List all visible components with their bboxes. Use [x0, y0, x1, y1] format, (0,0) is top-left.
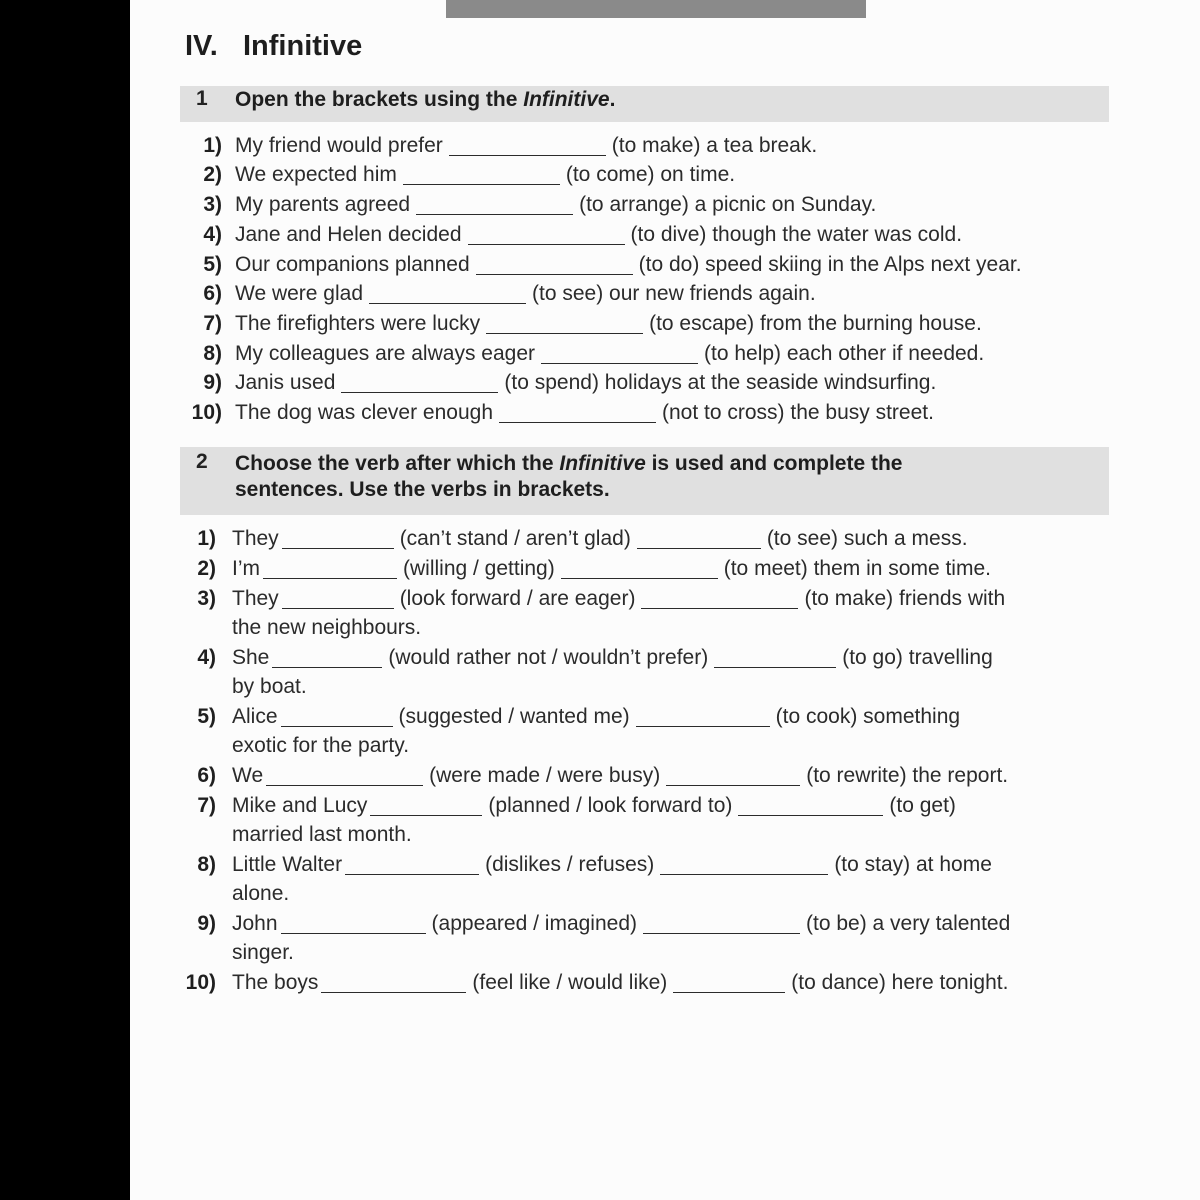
- item-subject: The boys: [232, 971, 319, 994]
- item-number: 2): [197, 557, 216, 580]
- item-subject: Mike and Lucy: [232, 794, 368, 817]
- item-text: We expected him: [235, 163, 397, 186]
- item-number: 5): [197, 705, 216, 728]
- item-hint: (to come) on time.: [565, 163, 736, 186]
- item-rest: (to meet) them in some time.: [723, 557, 991, 580]
- item-subject: They: [232, 587, 279, 610]
- item-text: My colleagues are always eager: [235, 342, 535, 365]
- answer-blank[interactable]: [468, 226, 625, 245]
- answer-blank[interactable]: [660, 856, 828, 875]
- section-title: [185, 30, 362, 63]
- item-number: 7): [203, 312, 222, 335]
- item-hint: (to do) speed skiing in the Alps next year.: [638, 253, 1022, 276]
- item-text: Janis used: [235, 371, 336, 394]
- answer-blank[interactable]: [666, 767, 800, 786]
- item-subject: Little Walter: [232, 853, 343, 876]
- item-number: 2): [203, 163, 222, 186]
- answer-blank[interactable]: [486, 315, 643, 334]
- item-options: (planned / look forward to): [488, 794, 733, 817]
- instruction-text: Open the brackets using the: [235, 88, 524, 111]
- item-options: (feel like / would like): [472, 971, 668, 994]
- answer-blank[interactable]: [476, 256, 633, 275]
- item-number: 9): [203, 371, 222, 394]
- exercise-2-header: [180, 447, 1109, 515]
- item-hint: (to dive) though the water was cold.: [630, 223, 963, 246]
- answer-blank[interactable]: [637, 530, 761, 549]
- item-rest: (to cook) something: [775, 705, 961, 728]
- item-options: (were made / were busy): [429, 764, 661, 787]
- item-text: Our companions planned: [235, 253, 470, 276]
- answer-blank[interactable]: [541, 345, 698, 364]
- item-rest: (to get): [889, 794, 956, 817]
- item-continuation: alone.: [232, 882, 290, 905]
- item-text: The firefighters were lucky: [235, 312, 481, 335]
- item-rest: (to rewrite) the report.: [806, 764, 1009, 787]
- answer-blank[interactable]: [641, 590, 798, 609]
- answer-blank[interactable]: [673, 974, 785, 993]
- exercise-1-instruction: [235, 87, 1055, 113]
- item-hint: (to help) each other if needed.: [704, 342, 985, 365]
- item-text: The dog was clever enough: [235, 401, 493, 424]
- item-options: (dislikes / refuses): [485, 853, 655, 876]
- answer-blank[interactable]: [714, 649, 836, 668]
- exercise-1-header: [180, 86, 1109, 122]
- item-continuation: exotic for the party.: [232, 734, 410, 757]
- item-number: 1): [203, 134, 222, 157]
- exercise-2-instruction: [235, 451, 1055, 503]
- item-text: My friend would prefer: [235, 134, 443, 157]
- item-hint: (to see) our new friends again.: [532, 282, 816, 305]
- item-text: My parents agreed: [235, 193, 411, 216]
- top-gray-bar: [446, 0, 866, 18]
- section-number: IV.: [185, 30, 218, 62]
- answer-blank[interactable]: [636, 708, 770, 727]
- item-hint: (to make) a tea break.: [611, 134, 818, 157]
- item-number: 5): [203, 253, 222, 276]
- answer-blank[interactable]: [341, 374, 498, 393]
- instruction-italic: Infinitive: [559, 452, 646, 475]
- item-number: 8): [203, 342, 222, 365]
- verb-blank[interactable]: [263, 560, 397, 579]
- verb-blank[interactable]: [281, 708, 393, 727]
- instruction-line-1: [235, 451, 1055, 477]
- item-number: 3): [197, 587, 216, 610]
- item-hint: (to spend) holidays at the seaside windsurfing.: [504, 371, 937, 394]
- item-rest: (to see) such a mess.: [766, 527, 968, 550]
- item-options: (suggested / wanted me): [398, 705, 630, 728]
- item-subject: Alice: [232, 705, 278, 728]
- item-options: (appeared / imagined): [431, 912, 638, 935]
- item-subject: I’m: [232, 557, 260, 580]
- exercise-1-number: 1: [196, 87, 208, 110]
- item-options: (can’t stand / aren’t glad): [399, 527, 631, 550]
- item-number: 10): [185, 971, 216, 994]
- item-rest: (to make) friends with: [804, 587, 1006, 610]
- section-title-text: Infinitive: [243, 30, 363, 62]
- item-subject: John: [232, 912, 278, 935]
- item-options: (willing / getting): [403, 557, 555, 580]
- item-options: (look forward / are eager): [399, 587, 636, 610]
- answer-blank[interactable]: [738, 797, 883, 816]
- instruction-text-end: is used and complete the: [645, 452, 903, 475]
- instruction-text-end: .: [609, 88, 616, 111]
- item-continuation: married last month.: [232, 823, 412, 846]
- instruction-line-2: sentences. Use the verbs in brackets.: [235, 478, 610, 501]
- answer-blank[interactable]: [369, 285, 526, 304]
- item-number: 6): [197, 764, 216, 787]
- item-text: We were glad: [235, 282, 364, 305]
- worksheet-page: [130, 0, 1200, 1200]
- item-subject: She: [232, 646, 270, 669]
- verb-blank[interactable]: [281, 915, 426, 934]
- verb-blank[interactable]: [266, 767, 423, 786]
- verb-blank[interactable]: [321, 974, 466, 993]
- item-rest: (to stay) at home: [834, 853, 992, 876]
- instruction-text: Choose the verb after which the: [235, 452, 560, 475]
- answer-blank[interactable]: [403, 166, 560, 185]
- item-options: (would rather not / wouldn’t prefer): [388, 646, 709, 669]
- item-number: 7): [197, 794, 216, 817]
- answer-blank[interactable]: [499, 404, 656, 423]
- item-hint: (to arrange) a picnic on Sunday.: [579, 193, 877, 216]
- item-number: 9): [197, 912, 216, 935]
- item-number: 4): [197, 646, 216, 669]
- verb-blank[interactable]: [370, 797, 482, 816]
- answer-blank[interactable]: [561, 560, 718, 579]
- answer-blank[interactable]: [416, 196, 573, 215]
- item-number: 4): [203, 223, 222, 246]
- item-subject: We: [232, 764, 264, 787]
- verb-blank[interactable]: [282, 590, 394, 609]
- item-number: 8): [197, 853, 216, 876]
- verb-blank[interactable]: [345, 856, 479, 875]
- exercise-2-number: 2: [196, 450, 208, 473]
- item-continuation: singer.: [232, 941, 294, 964]
- item-number: 6): [203, 282, 222, 305]
- item-rest: (to dance) here tonight.: [791, 971, 1009, 994]
- item-rest: (to be) a very talented: [806, 912, 1011, 935]
- answer-blank[interactable]: [449, 137, 606, 156]
- item-text: Jane and Helen decided: [235, 223, 462, 246]
- answer-blank[interactable]: [643, 915, 800, 934]
- item-number: 3): [203, 193, 222, 216]
- item-subject: They: [232, 527, 279, 550]
- item-rest: (to go) travelling: [842, 646, 993, 669]
- item-hint: (not to cross) the busy street.: [662, 401, 934, 424]
- item-number: 10): [191, 401, 222, 424]
- verb-blank[interactable]: [272, 649, 382, 668]
- item-continuation: the new neighbours.: [232, 616, 422, 639]
- item-hint: (to escape) from the burning house.: [649, 312, 982, 335]
- verb-blank[interactable]: [282, 530, 394, 549]
- item-continuation: by boat.: [232, 675, 307, 698]
- item-number: 1): [197, 527, 216, 550]
- instruction-italic: Infinitive: [523, 88, 610, 111]
